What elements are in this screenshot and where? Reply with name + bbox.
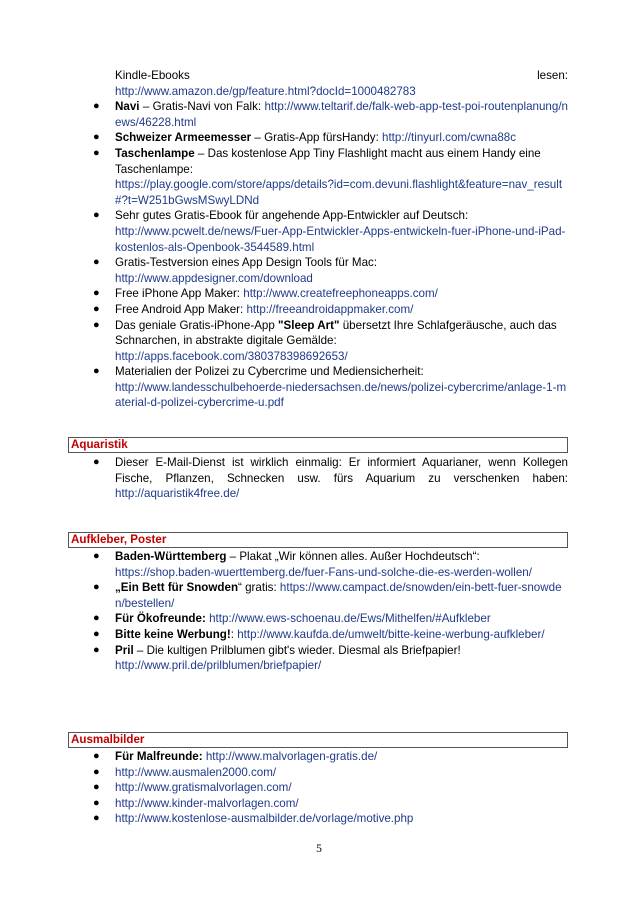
item-link[interactable]: http://www.kaufda.de/umwelt/bitte-keine-werbung-aufkleber/ xyxy=(237,627,545,641)
item-bold: "Sleep Art" xyxy=(278,318,340,332)
bullet-icon: ● xyxy=(93,550,100,562)
item-link[interactable]: http://aquaristik4free.de/ xyxy=(115,487,240,501)
item-text: Dieser E-Mail-Dienst ist wirklich einmalig: Er informiert Aquarianer, wenn Kollegen Fische, Pflanzen, Schnecken usw. fürs Aquarium zu verschenken haben: xyxy=(115,456,568,485)
bullet-icon: ● xyxy=(93,796,100,809)
kindle-prefix: Kindle-Ebooks xyxy=(115,69,190,82)
item-bold: Navi xyxy=(115,100,140,114)
item-bold: Pril xyxy=(115,643,134,657)
list-item-ebook xyxy=(68,208,568,255)
item-link[interactable]: http://freeandroidappmaker.com/ xyxy=(246,302,414,316)
item-text: Free iPhone App Maker: xyxy=(115,287,244,301)
top-link-list xyxy=(68,68,568,411)
item-bold: „Ein Bett für Snowden xyxy=(115,581,239,595)
list-item-android-maker xyxy=(68,302,568,318)
bullet-icon: ● xyxy=(93,812,100,825)
item-link[interactable]: http://www.kinder-malvorlagen.com/ xyxy=(115,796,299,810)
bullet-icon: ● xyxy=(93,131,100,144)
list-item-werbung xyxy=(68,627,568,643)
item-text: : xyxy=(230,627,238,641)
item-link[interactable]: http://www.landesschulbehoerde-niedersachsen.de/news/polizei-cybercrime/anlage-1-material-d-polizei-cybercrime-u.pdf xyxy=(115,380,567,410)
item-bold: Taschenlampe xyxy=(115,146,195,160)
item-link[interactable]: https://shop.baden-wuerttemberg.de/fuer-Fans-und-solche-die-es-werden-wollen/ xyxy=(115,565,532,579)
item-text: – Die kultigen Prilblumen gibt's wieder. Diesmal als Briefpapier! xyxy=(133,643,461,657)
item-link[interactable]: http://www.ausmalen2000.com/ xyxy=(115,765,277,779)
bullet-icon: ● xyxy=(93,256,100,269)
bullet-icon: ● xyxy=(93,781,100,794)
section-ausmalbilder xyxy=(68,749,568,827)
list-item-oeko xyxy=(68,611,568,627)
item-text: Sehr gutes Gratis-Ebook für angehende App-Entwickler auf Deutsch: xyxy=(115,209,469,223)
bullet-icon: ● xyxy=(93,627,100,640)
bullet-icon: ● xyxy=(93,146,100,159)
list-item-iphone-maker xyxy=(68,286,568,302)
bullet-icon: ● xyxy=(93,209,100,222)
item-bold: Für Malfreunde: xyxy=(115,750,203,763)
page-number: 5 xyxy=(316,842,322,855)
section-heading-ausmalbilder: Ausmalbilder xyxy=(68,732,568,748)
item-text: – Gratis-App fürsHandy: xyxy=(251,131,383,145)
list-item-sleep-art xyxy=(68,318,568,365)
item-link[interactable]: http://www.gratismalvorlagen.com/ xyxy=(115,781,292,795)
list-item-navi xyxy=(68,99,568,130)
item-link[interactable]: http://www.kostenlose-ausmalbilder.de/vorlage/motive.php xyxy=(115,812,414,826)
list-item xyxy=(68,765,568,781)
item-link[interactable]: http://www.ews-schoenau.de/Ews/Mithelfen/#Aufkleber xyxy=(209,612,491,626)
item-text: Free Android App Maker: xyxy=(115,302,247,316)
item-text: Das geniale Gratis-iPhone-App xyxy=(115,318,279,332)
list-item xyxy=(68,780,568,796)
item-bold: Bitte keine Werbung! xyxy=(115,627,231,641)
list-item-pril xyxy=(68,643,568,674)
list-item-aquaristik xyxy=(68,455,568,502)
list-item-malfreunde xyxy=(68,749,568,765)
list-item-armeemesser xyxy=(68,130,568,146)
bullet-icon: ● xyxy=(93,318,100,331)
section-aquaristik xyxy=(68,455,568,502)
list-item-bw xyxy=(68,549,568,580)
bullet-icon: ● xyxy=(93,750,100,762)
item-text: Gratis-Testversion eines App Design Tools für Mac: xyxy=(115,256,378,270)
item-text: – Das kostenlose App Tiny Flashlight macht aus einem Handy eine Taschenlampe: xyxy=(115,146,541,176)
item-link[interactable]: http://www.appdesigner.com/download xyxy=(115,271,313,285)
section-heading-aquaristik: Aquaristik xyxy=(68,437,568,453)
kindle-link[interactable]: http://www.amazon.de/gp/feature.html?docId=1000482783 xyxy=(115,84,416,98)
kindle-suffix: lesen: xyxy=(537,69,568,82)
bullet-icon: ● xyxy=(93,365,100,378)
list-item-snowden xyxy=(68,580,568,611)
bullet-icon: ● xyxy=(93,100,100,113)
bullet-icon: ● xyxy=(93,302,100,315)
list-item-taschenlampe xyxy=(68,146,568,208)
item-link[interactable]: http://www.createfreephoneapps.com/ xyxy=(243,287,438,301)
list-item xyxy=(68,796,568,812)
item-link[interactable]: https://play.google.com/store/apps/details?id=com.devuni.flashlight&feature=nav_result#?t=W251bGwsMSwyLDNd xyxy=(115,178,563,207)
item-text: “ gratis: xyxy=(238,581,280,595)
item-link[interactable]: https://www.campact.de/snowden/ein-bett-fuer-snowden/bestellen/ xyxy=(115,581,562,610)
item-bold: Schweizer Armeemesser xyxy=(115,131,252,145)
item-link[interactable]: http://www.pril.de/prilblumen/briefpapier/ xyxy=(115,659,322,673)
item-text: Materialien der Polizei zu Cybercrime und Mediensicherheit: xyxy=(115,365,424,379)
item-bold: Für Ökofreunde: xyxy=(115,612,206,626)
item-link[interactable]: http://tinyurl.com/cwna88c xyxy=(382,131,517,145)
section-heading-aufkleber: Aufkleber, Poster xyxy=(68,532,568,548)
item-text: übersetzt Ihre Schlafgeräusche, auch das Schnarchen, in abstrakte digitale Gemälde: xyxy=(115,318,557,348)
bullet-icon: ● xyxy=(93,765,100,778)
item-link[interactable]: http://www.teltarif.de/falk-web-app-test-poi-routenplanung/news/46228.html xyxy=(115,100,568,129)
bullet-icon: ● xyxy=(93,643,100,656)
item-link[interactable]: http://www.pcwelt.de/news/Fuer-App-Entwickler-Apps-entwickeln-fuer-iPhone-und-iPad-kostenlos-als-Openbook-3544589.html xyxy=(115,224,566,254)
item-text: – Plakat „Wir können alles. Außer Hochdeutsch“: xyxy=(226,550,480,563)
list-item-kindle xyxy=(68,68,568,99)
item-link[interactable]: http://apps.facebook.com/380378398692653/ xyxy=(115,349,348,363)
bullet-icon: ● xyxy=(93,581,100,594)
item-link[interactable]: http://www.malvorlagen-gratis.de/ xyxy=(205,750,378,763)
item-text: – Gratis-Navi von Falk: xyxy=(139,100,265,114)
list-item-design-tool xyxy=(68,255,568,286)
section-aufkleber xyxy=(68,549,568,674)
list-item xyxy=(68,811,568,827)
bullet-icon: ● xyxy=(93,612,100,625)
bullet-icon: ● xyxy=(93,287,100,300)
bullet-icon: ● xyxy=(93,456,100,468)
list-item-polizei xyxy=(68,364,568,411)
item-bold: Baden-Württemberg xyxy=(115,550,227,563)
